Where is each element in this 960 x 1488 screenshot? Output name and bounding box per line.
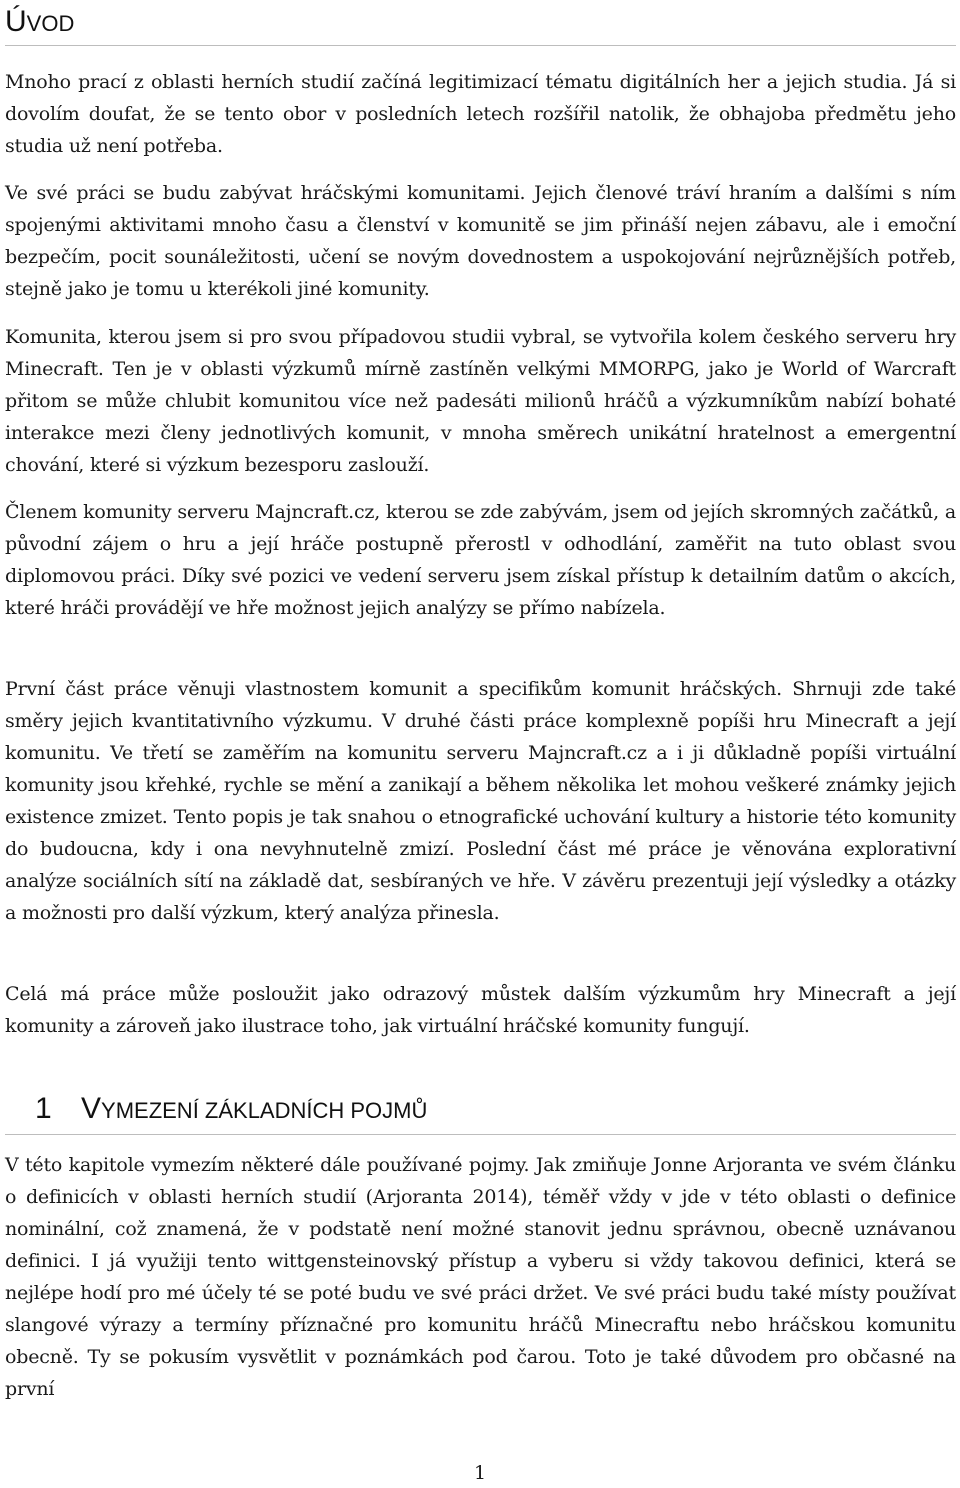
heading-initial: Ú	[5, 5, 27, 38]
section-number: 1	[35, 1092, 52, 1125]
intro-paragraph-6: Celá má práce může posloužit jako odrazový můstek dalším výzkumům hry Minecraft a její komunity a zároveň jako ilustrace toho, jak virtuální hráčské komunity fungují.	[5, 983, 956, 1037]
intro-paragraph-3: Komunita, kterou jsem si pro svou případovou studii vybral, se vytvořila kolem českého serveru hry Minecraft. Ten je v oblasti výzkumů mírně zastíněn velkými MMORPG, jako je World of Warcraft přitom se může chlubit komunitou více než padesáti milionů hráčů a výzkumníkům nabízí bohaté interakce mezi členy jednotlivých komunit, v mnoha směrech unikátní hratelnost a emergentní chování, které si výzkum bezesporu zaslouží.	[5, 326, 956, 476]
intro-paragraph-4: Členem komunity serveru Majncraft.cz, kterou se zde zabývám, jsem od jejích skromných začátků, a původní zájem o hru a její hráče postupně přerostl v odhodlání, zaměřit na tuto oblast svou diplomovou práci. Díky své pozici ve vedení serveru jsem získal přístup k detailním datům o akcích, které hráči provádějí ve hře možnost jejich analýzy se přímo nabízela.	[5, 501, 956, 619]
section-1-paragraph: V této kapitole vymezím některé dále používané pojmy. Jak zmiňuje Jonne Arjoranta ve svém článku o definicích v oblasti herních studií (Arjoranta 2014), téměř vždy v jde v této oblasti o definice nominální, což znamená, že v podstatě není možné stanovit jednu správnou, obecně uznávanou definici. I já využiji tento wittgensteinovský přístup a vyberu si vždy takovou definici, která se nejlépe hodí pro mé účely té se poté budu ve své práci držet. Ve své práci budu také místy používat slangové výrazy a termíny příznačné pro komunitu hráčů Minecraftu nebo hráčskou komunitu obecně. Ty se pokusím vysvětlit v poznámkách pod čarou. Toto je také důvodem pro občasné na první	[5, 1154, 956, 1400]
intro-paragraph-5: První část práce věnuji vlastnostem komunit a specifikům komunit hráčských. Shrnuji zde také směry jejich kvantitativního výzkumu. V druhé části práce komplexně popíši hru Minecraft a její komunitu. Ve třetí se zaměřím na komunitu serveru Majncraft.cz a i ji důkladně popíši virtuální komunity jsou křehké, rychle se mění a zanikají a během několika let mohou veškeré známky jejich existence zmizet. Tento popis je tak snahou o etnografické uchování kultury a historie této komunity do budoucna, kdy i ona nevyhnutelně zmizí. Poslední část mé práce je věnována explorativní analýze sociálních sítí na základě dat, sesbíraných ve hře. V závěru prezentuji její výsledky a otázky a možnosti pro další výzkum, který analýza přinesla.	[5, 678, 956, 924]
section-heading-1	[5, 1084, 956, 1135]
heading-initial: V	[81, 1092, 102, 1125]
intro-paragraph-1: Mnoho prací z oblasti herních studií začíná legitimizací tématu digitálních her a jejich studia. Já si dovolím doufat, že se tento obor v posledních letech rozšířil natolik, že obhajoba předmětu jeho studia už není potřeba.	[5, 71, 956, 157]
intro-paragraph-2: Ve své práci se budu zabývat hráčskými komunitami. Jejich členové tráví hraním a dalšími s ním spojenými aktivitami mnoho času a členství v komunitě se jim přináší nejen zábavu, ale i emoční bezpečím, pocit sounáležitosti, učení se novým dovednostem a uspokojování nejrůznějších potřeb, stejně jako je tomu u kterékoli jiné komunity.	[5, 182, 956, 300]
page-number: 1	[473, 1462, 487, 1484]
heading-rest: YMEZENÍ ZÁKLADNÍCH POJMŮ	[101, 1098, 428, 1123]
heading-rest: VOD	[26, 11, 75, 36]
section-heading-intro	[5, 2, 956, 46]
